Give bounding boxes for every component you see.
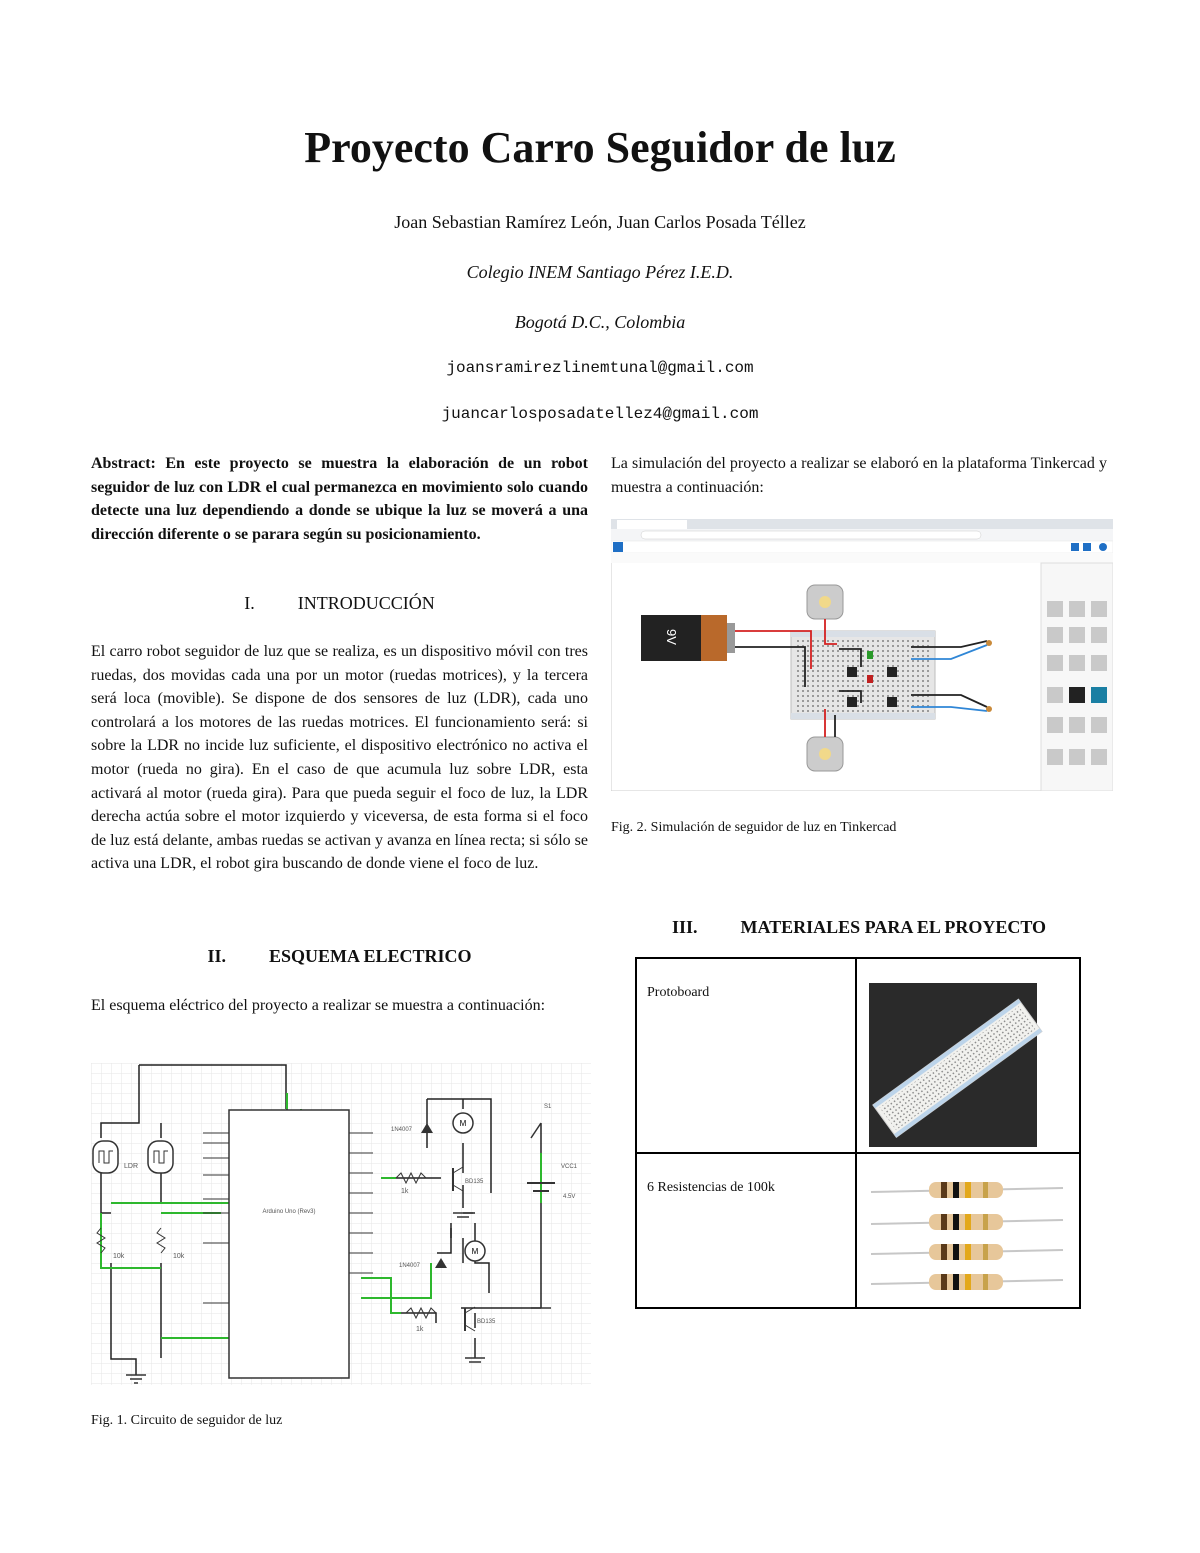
switch-label: S1 bbox=[544, 1104, 552, 1110]
material-name-cell bbox=[636, 958, 856, 1153]
figure-2-caption: Fig. 2. Simulación de seguidor de luz en Tinkercad bbox=[611, 820, 897, 835]
circuit-schematic bbox=[91, 1063, 591, 1385]
vcc-label: VCC1 bbox=[561, 1164, 578, 1170]
table-row bbox=[636, 958, 1080, 1153]
table-row bbox=[636, 1153, 1080, 1308]
resistor-1k-label-b: 1k bbox=[416, 1326, 424, 1333]
transistor-label-1: BD135 bbox=[465, 1179, 484, 1185]
figure-1-caption: Fig. 1. Circuito de seguidor de luz bbox=[91, 1413, 283, 1428]
diode-label-1: 1N4007 bbox=[391, 1127, 413, 1133]
section-title: ESQUEMA ELECTRICO bbox=[268, 946, 472, 966]
resistor-label-b: 10k bbox=[173, 1253, 185, 1260]
resistor-1k-label-a: 1k bbox=[401, 1188, 409, 1195]
section-number: II. bbox=[207, 946, 226, 966]
abstract: Abstract: En este proyecto se muestra la elaboración de un robot seguidor de luz con LDR el cual permanezca en movimiento solo cuando detecte una luz dependiendo a donde se ubique la luz se moverá a una dirección diferente o se parara según su posicionamiento. bbox=[91, 455, 588, 543]
section-number: I. bbox=[244, 593, 255, 613]
ldr-label: LDR bbox=[124, 1163, 139, 1170]
section-heading-3 bbox=[611, 917, 1107, 938]
schematic-intro-text: El esquema eléctrico del proyecto a realizar se muestra a continuación: bbox=[91, 997, 546, 1014]
simulation-text: La simulación del proyecto a realizar se elaboró en la plataforma Tinkercad y muestra a continuación: bbox=[611, 455, 1107, 496]
institution: Colegio INEM Santiago Pérez I.E.D. bbox=[466, 262, 734, 282]
email-1: joansramirezlinemtunal@gmail.com bbox=[446, 359, 754, 377]
motor-label-2: M bbox=[471, 1247, 479, 1256]
materials-table bbox=[635, 957, 1081, 1309]
section-title: MATERIALES PARA EL PROYECTO bbox=[740, 917, 1047, 937]
section-heading-1 bbox=[91, 593, 588, 614]
authors: Joan Sebastian Ramírez León, Juan Carlos Posada Téllez bbox=[394, 212, 806, 232]
protoboard-image bbox=[857, 959, 1079, 1147]
motor-label-1: M bbox=[459, 1119, 467, 1128]
battery-label: 9V bbox=[664, 629, 679, 645]
material-image-cell bbox=[856, 1153, 1080, 1308]
section-number: III. bbox=[671, 917, 698, 937]
section-title: INTRODUCCIÓN bbox=[297, 593, 435, 613]
material-image-cell bbox=[856, 958, 1080, 1153]
material-name: Protoboard bbox=[647, 985, 710, 1000]
resistors-image bbox=[857, 1154, 1079, 1302]
location: Bogotá D.C., Colombia bbox=[514, 312, 686, 332]
arduino-label: Arduino Uno (Rev3) bbox=[262, 1209, 316, 1215]
tinkercad-screenshot bbox=[611, 519, 1113, 791]
material-name: 6 Resistencias de 100k bbox=[647, 1180, 775, 1195]
voltage-label: 4.5V bbox=[563, 1194, 576, 1200]
paper-title: Proyecto Carro Seguidor de luz bbox=[304, 123, 896, 172]
transistor-label-2: BD135 bbox=[477, 1319, 496, 1325]
material-name-cell bbox=[636, 1153, 856, 1308]
diode-label-2: 1N4007 bbox=[399, 1263, 421, 1269]
email-2: juancarlosposadatellez4@gmail.com bbox=[441, 405, 759, 423]
resistor-label-a: 10k bbox=[113, 1253, 125, 1260]
introduction-text: El carro robot seguidor de luz que se realiza, es un dispositivo móvil con tres ruedas, dos movidas cada una por un motor (ruedas motrices), y la tercera será loca (movible). Se dispone de dos sensores de luz (LDR), cada uno controlará a los motores de las ruedas motrices. El funcionamiento será: si sobre la LDR no incide luz suficiente, el dispositivo electrónico no activa el motor (rueda no gira). En el caso de que acumula luz sobre LDR, esta activará al motor (rueda gira). Para que pueda seguir el foco de luz, la LDR derecha actúa sobre el motor izquierdo y viceversa, de esta forma si el foco de luz está delante, ambas ruedas se activan y avanza en línea recta; si sólo se activa una LDR, el robot gira buscando de donde viene el foco de luz. bbox=[91, 643, 588, 873]
section-heading-2 bbox=[91, 946, 588, 967]
